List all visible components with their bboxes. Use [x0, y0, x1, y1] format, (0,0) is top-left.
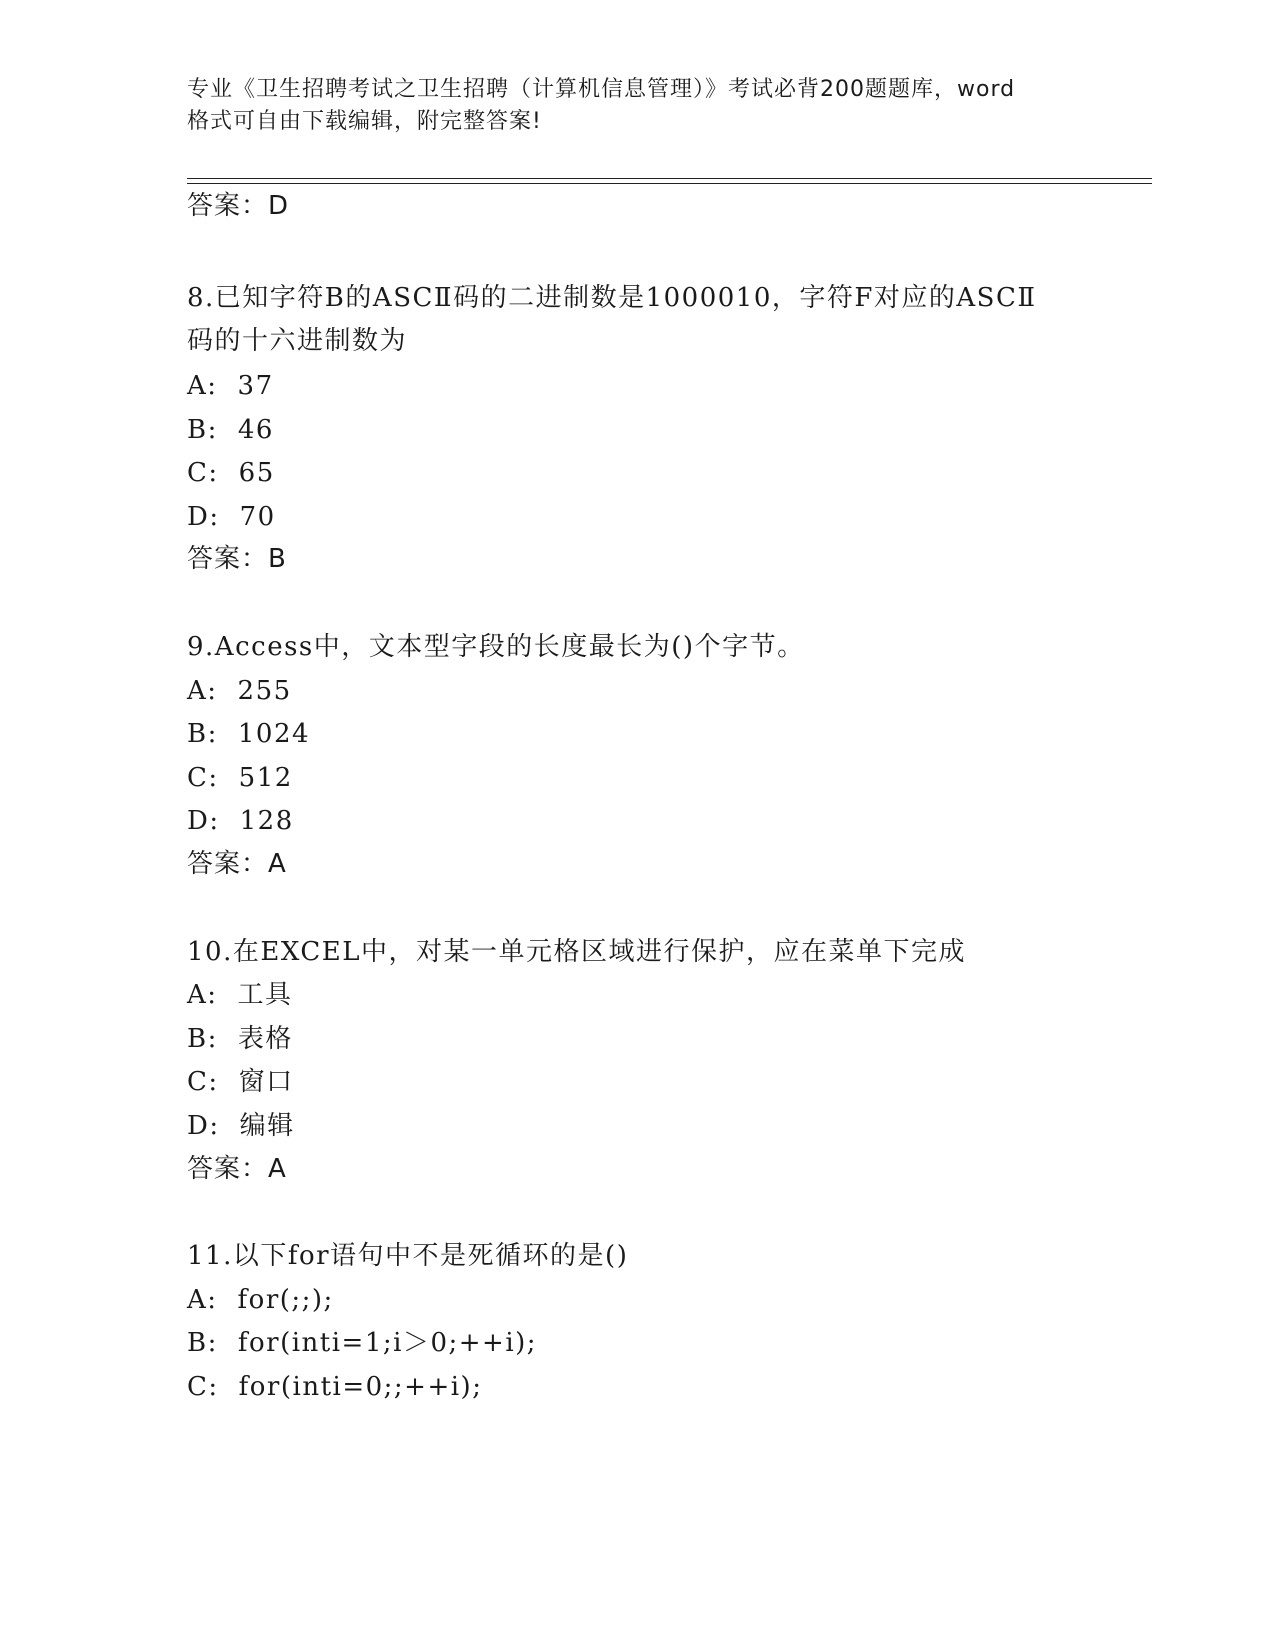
option-value: 窗口 — [238, 1067, 294, 1097]
option-value: 工具 — [237, 980, 293, 1010]
option-key: D: — [187, 806, 220, 836]
option-key: C: — [187, 458, 219, 488]
option-key: A: — [187, 676, 218, 706]
option-key: B: — [187, 1328, 218, 1358]
option-key: B: — [187, 719, 218, 749]
question-10-answer: 答案：A — [187, 1154, 287, 1184]
header-divider-bottom — [187, 183, 1152, 184]
question-9-text: 9.Access中，文本型字段的长度最长为()个字节。 — [187, 632, 805, 662]
option-key: B: — [187, 1024, 218, 1054]
document-header — [187, 74, 1087, 138]
question-9-option-a — [187, 676, 292, 706]
option-key: A: — [187, 980, 218, 1010]
question-10-option-a — [187, 980, 293, 1010]
option-value: 1024 — [237, 719, 311, 749]
option-key: C: — [187, 1372, 219, 1402]
question-9-option-d — [187, 806, 294, 836]
option-value: 46 — [237, 415, 274, 445]
option-key: C: — [187, 1067, 219, 1097]
question-11-option-b — [187, 1328, 537, 1358]
option-key: A: — [187, 371, 218, 401]
option-value: for(;;); — [237, 1285, 334, 1315]
question-8-option-d — [187, 502, 276, 532]
previous-answer: 答案：D — [187, 191, 290, 221]
option-value: 255 — [237, 676, 292, 706]
option-value: for(inti=1;i＞0;++i); — [237, 1328, 538, 1358]
question-8-text-line-1: 8.已知字符B的ASCⅡ码的二进制数是1000010，字符F对应的ASCⅡ — [187, 283, 1037, 313]
option-key: A: — [187, 1285, 218, 1315]
question-8-text-line-2: 码的十六进制数为 — [187, 326, 408, 356]
question-8-option-c — [187, 458, 275, 488]
option-value: 37 — [237, 371, 274, 401]
option-value: 70 — [239, 502, 276, 532]
option-key: D: — [187, 502, 220, 532]
option-value: for(inti=0;;++i); — [238, 1372, 483, 1402]
question-8-answer: 答案：B — [187, 544, 287, 574]
question-10-option-d — [187, 1111, 295, 1141]
question-8-option-a — [187, 371, 274, 401]
question-10-text: 10.在EXCEL中，对某一单元格区域进行保护，应在菜单下完成 — [187, 937, 967, 967]
question-8-option-b — [187, 415, 274, 445]
option-key: C: — [187, 763, 219, 793]
question-11-text: 11.以下for语句中不是死循环的是() — [187, 1241, 629, 1271]
header-divider-top — [187, 178, 1152, 179]
option-value: 65 — [238, 458, 275, 488]
header-line-1: 专业《卫生招聘考试之卫生招聘（计算机信息管理）》考试必背200题题库，word — [187, 77, 1016, 102]
question-10-option-b — [187, 1024, 293, 1054]
question-9-option-b — [187, 719, 310, 749]
header-line-2: 格式可自由下载编辑，附完整答案! — [187, 109, 542, 134]
option-value: 128 — [239, 806, 294, 836]
option-key: B: — [187, 415, 218, 445]
question-11-option-a — [187, 1285, 334, 1315]
option-value: 表格 — [237, 1024, 293, 1054]
option-value: 512 — [238, 763, 293, 793]
question-10-option-c — [187, 1067, 294, 1097]
question-9-option-c — [187, 763, 293, 793]
option-key: D: — [187, 1111, 220, 1141]
question-11-option-c — [187, 1372, 482, 1402]
question-9-answer: 答案：A — [187, 849, 287, 879]
option-value: 编辑 — [239, 1111, 295, 1141]
